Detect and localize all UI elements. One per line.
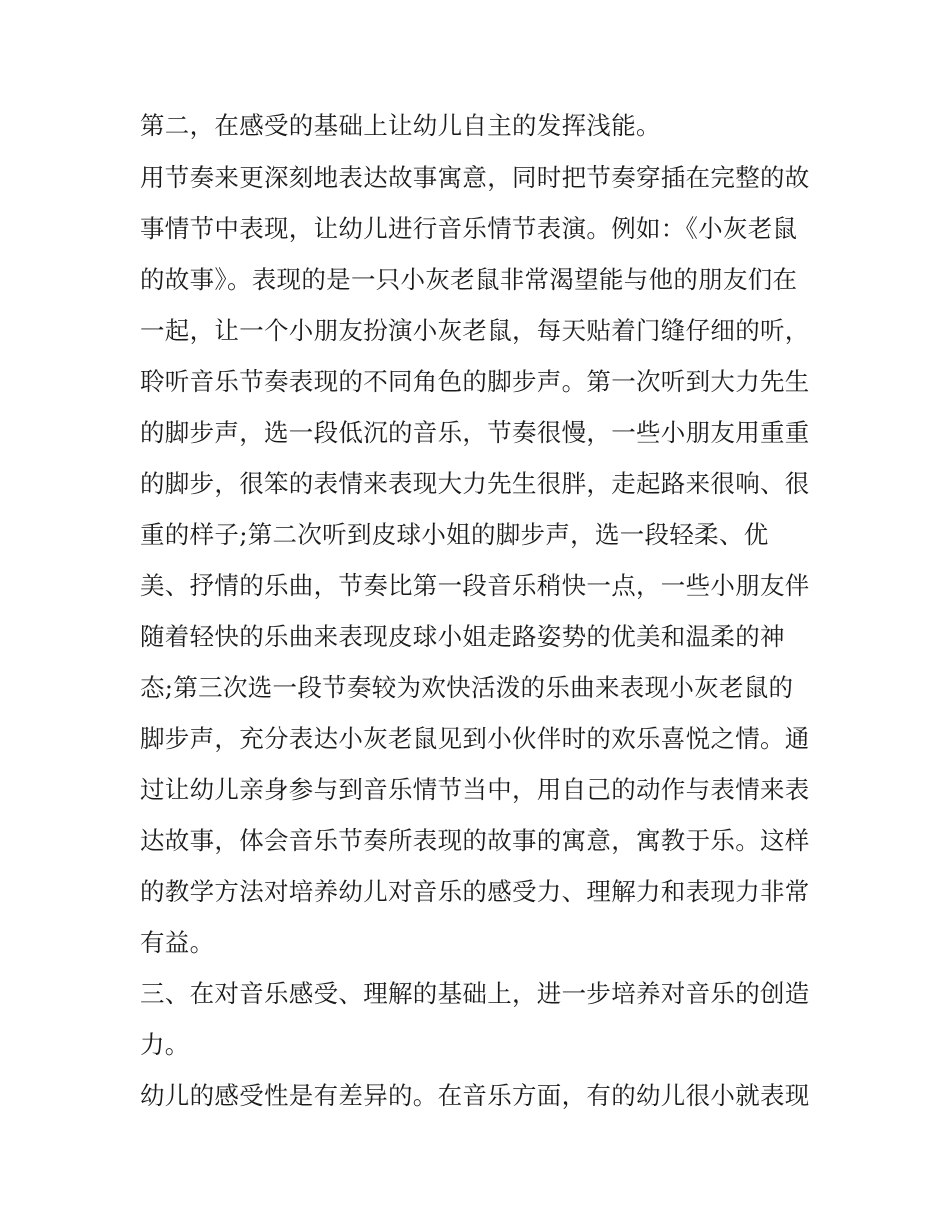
text-line: 的脚步，很笨的表情来表现大力先生很胖，走起路来很响、很 (140, 469, 810, 498)
text-line: 的脚步声，选一段低沉的音乐，节奏很慢，一些小朋友用重重 (140, 418, 810, 447)
text-line: 力。 (140, 1030, 190, 1059)
text-line: 过让幼儿亲身参与到音乐情节当中，用自己的动作与表情来表 (140, 775, 810, 804)
text-line: 用节奏来更深刻地表达故事寓意，同时把节奏穿插在完整的故 (140, 163, 810, 192)
text-line: 的故事》。表现的是一只小灰老鼠非常渴望能与他的朋友们在 (140, 265, 798, 294)
text-line: 美、抒情的乐曲，节奏比第一段音乐稍快一点，一些小朋友伴 (140, 571, 810, 600)
text-line: 有益。 (140, 928, 215, 957)
text-line: 重的样子;第二次听到皮球小姐的脚步声，选一段轻柔、优 (140, 520, 769, 549)
text-line: 脚步声，充分表达小灰老鼠见到小伙伴时的欢乐喜悦之情。通 (140, 724, 810, 753)
text-line: 的教学方法对培养幼儿对音乐的感受力、理解力和表现力非常 (140, 877, 810, 906)
text-line: 第二，在感受的基础上让幼儿自主的发挥浅能。 (140, 111, 661, 140)
text-line: 态;第三次选一段节奏较为欢快活泼的乐曲来表现小灰老鼠的 (140, 673, 794, 702)
text-line: 幼儿的感受性是有差异的。在音乐方面，有的幼儿很小就表现 (140, 1081, 810, 1110)
text-line: 三、在对音乐感受、理解的基础上，进一步培养对音乐的创造 (140, 979, 810, 1008)
text-line: 聆听音乐节奏表现的不同角色的脚步声。第一次听到大力先生 (140, 367, 810, 396)
text-line: 事情节中表现，让幼儿进行音乐情节表演。例如：《小灰老鼠 (140, 214, 798, 243)
text-line: 随着轻快的乐曲来表现皮球小姐走路姿势的优美和温柔的神 (140, 622, 785, 651)
text-line: 一起，让一个小朋友扮演小灰老鼠，每天贴着门缝仔细的听， (140, 316, 810, 345)
text-line: 达故事，体会音乐节奏所表现的故事的寓意，寓教于乐。这样 (140, 826, 810, 855)
